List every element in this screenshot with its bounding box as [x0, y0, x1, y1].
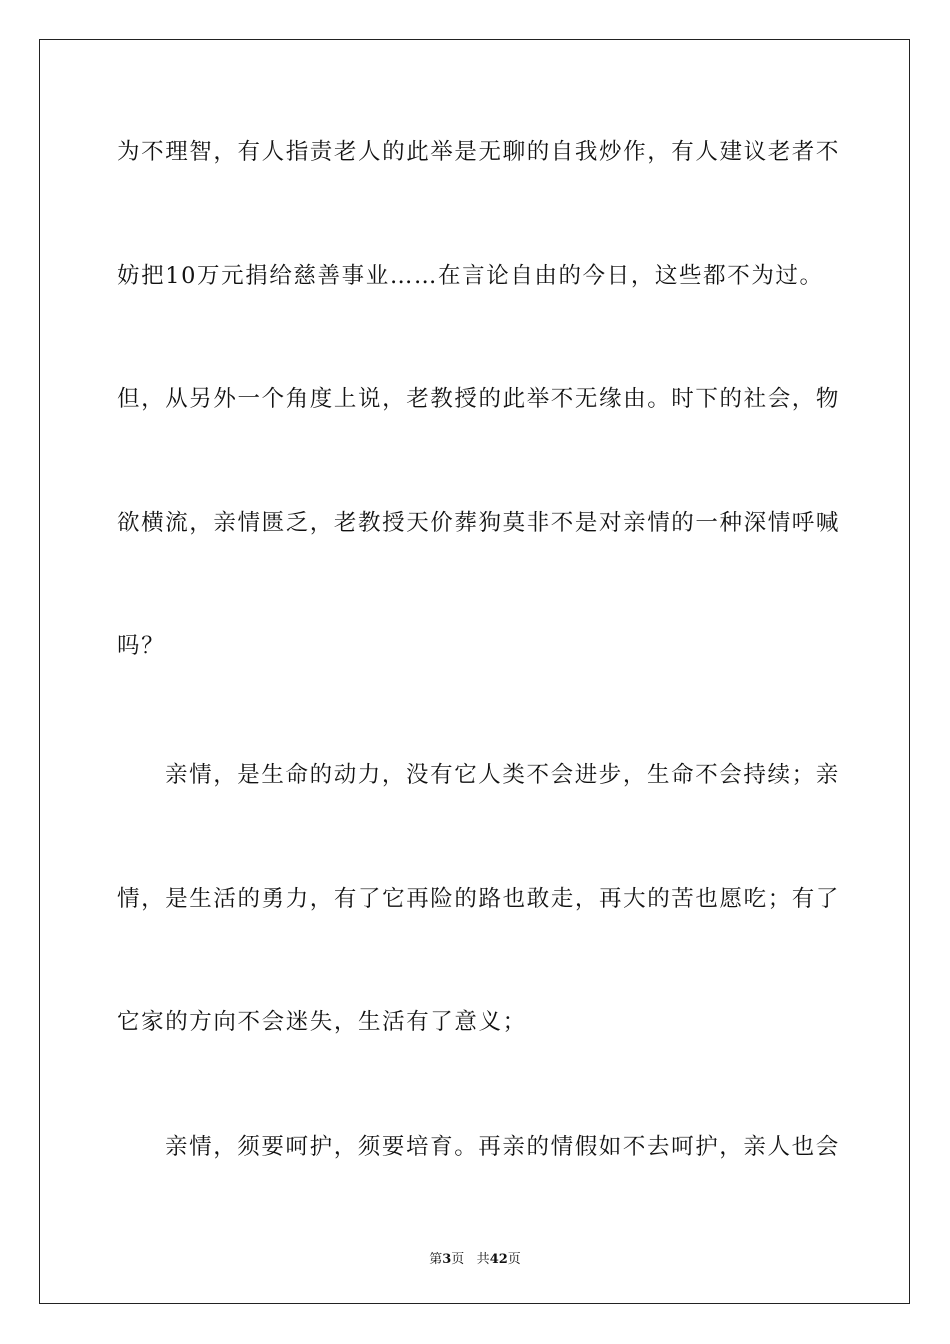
body-line-9: 亲情，须要呵护，须要培育。再亲的情假如不去呵护，亲人也会: [165, 1134, 840, 1160]
page-frame: [39, 39, 910, 1304]
body-line-1: 为不理智，有人指责老人的此举是无聊的自我炒作，有人建议老者不: [117, 139, 841, 165]
footer-total-pages: 42: [489, 1252, 508, 1267]
body-line-5: 吗？: [117, 633, 166, 659]
body-line-4: 欲横流，亲情匮乏，老教授天价葬狗莫非不是对亲情的一种深情呼喊: [117, 510, 841, 536]
footer-page-suffix: 页: [451, 1252, 465, 1267]
body-line-3: 但，从另外一个角度上说，老教授的此举不无缘由。时下的社会，物: [117, 386, 841, 412]
body-line-7: 情，是生活的勇力，有了它再险的路也敢走，再大的苦也愿吃；有了: [117, 886, 841, 912]
body-line-2: 妨把10万元捐给慈善事业……在言论自由的今日，这些都不为过。: [117, 263, 824, 289]
body-line-6: 亲情，是生命的动力，没有它人类不会进步，生命不会持续；亲: [165, 762, 840, 788]
footer-total-prefix: 共: [476, 1252, 490, 1267]
footer-total-suffix: 页: [507, 1252, 521, 1267]
footer-page-number: 3: [442, 1252, 452, 1267]
footer-page-prefix: 第: [429, 1252, 443, 1267]
page-footer: [0, 1248, 950, 1267]
body-line-8: 它家的方向不会迷失，生活有了意义；: [117, 1009, 527, 1035]
